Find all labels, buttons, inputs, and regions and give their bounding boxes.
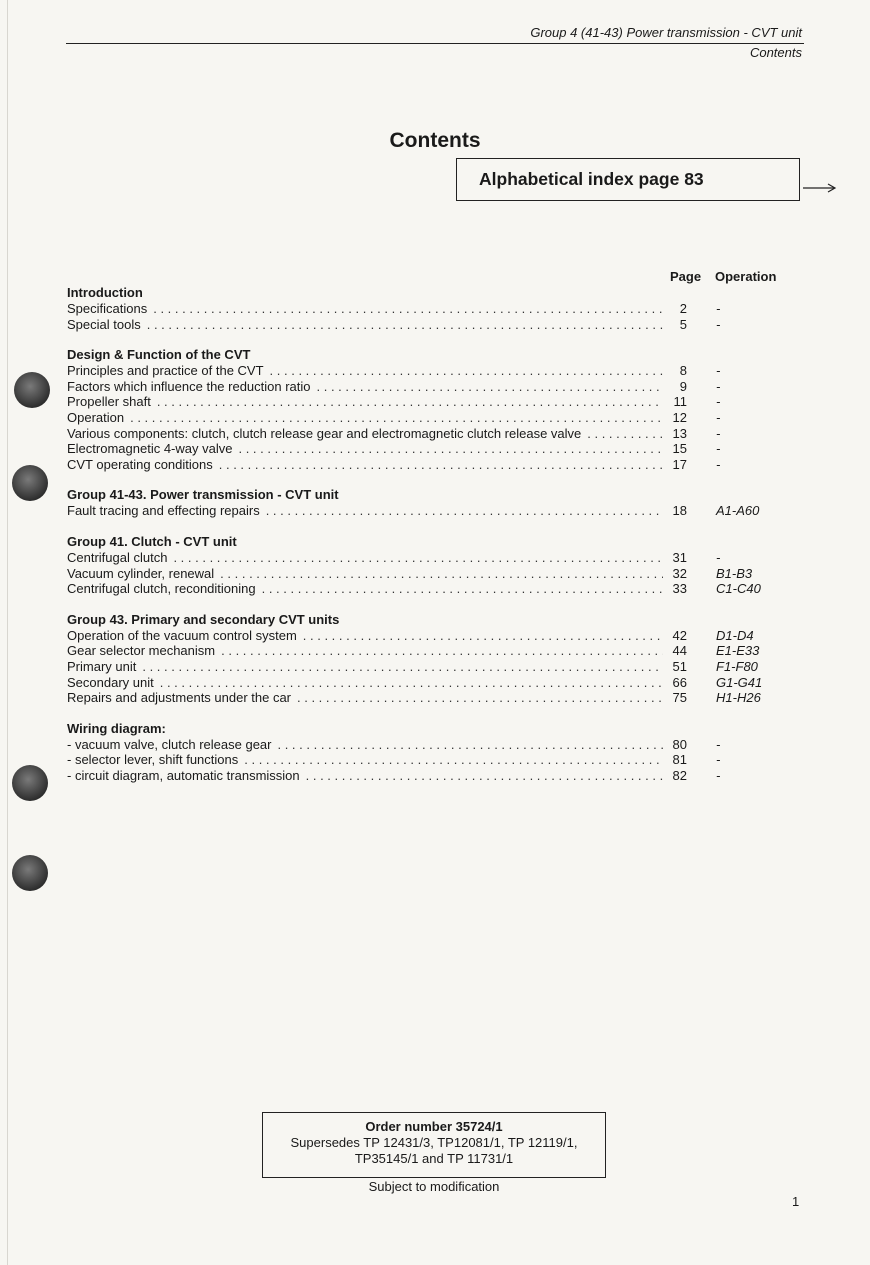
toc-entry-label: - selector lever, shift functions [67, 752, 239, 768]
punch-hole [12, 855, 48, 891]
dot-leader [147, 317, 663, 333]
toc-entry-page: 15 [672, 441, 687, 457]
toc-section [67, 487, 787, 519]
toc-entry-page: 80 [672, 736, 687, 752]
toc-entry-label: Primary unit [67, 658, 137, 674]
toc-entry-operation: - [716, 378, 721, 394]
toc-entry-page: 75 [672, 690, 687, 706]
toc-entry[interactable] [67, 394, 787, 410]
toc-entry-page: 32 [672, 565, 687, 581]
toc-entry[interactable] [67, 628, 787, 644]
dot-leader [303, 628, 663, 644]
dot-leader [317, 379, 663, 395]
supersedes-line-2: TP35145/1 and TP 11731/1 [354, 1151, 514, 1166]
toc-entry-operation: - [716, 752, 721, 768]
toc-entry[interactable] [67, 690, 787, 706]
toc-entry[interactable] [67, 643, 787, 659]
toc-entry-page: 33 [672, 581, 687, 597]
toc-entry-label: - circuit diagram, automatic transmission [67, 767, 300, 783]
toc-entry[interactable] [67, 675, 787, 691]
toc-entry-operation: A1-A60 [716, 503, 760, 519]
arrow-right-icon [803, 181, 837, 195]
toc-entry-page: 81 [672, 752, 687, 768]
toc-entry-label: Secondary unit [67, 674, 154, 690]
toc-entry[interactable] [67, 457, 787, 473]
toc-entry-label: CVT operating conditions [67, 456, 213, 472]
toc-entry-operation: G1-G41 [716, 674, 763, 690]
toc-entry-page: 18 [672, 503, 687, 519]
column-header-page: Page [670, 269, 702, 284]
toc-entry-operation: - [716, 394, 721, 410]
toc-section [67, 612, 787, 706]
dot-leader [306, 768, 663, 784]
subject-to-modification: Subject to modification [368, 1179, 500, 1194]
toc-entry-label: - vacuum valve, clutch release gear [67, 736, 272, 752]
toc-entry-operation: - [716, 316, 721, 332]
toc-entry-operation: - [716, 363, 721, 379]
toc-entry[interactable] [67, 379, 787, 395]
toc-entry-label: Vacuum cylinder, renewal [67, 565, 215, 581]
toc-section [67, 285, 787, 332]
punch-hole [14, 372, 50, 408]
toc-entry-label: Operation [67, 409, 125, 425]
order-number: Order number 35724/1 [365, 1119, 503, 1134]
toc-entry-label: Factors which influence the reduction ratio [67, 378, 311, 394]
toc-entry-page: 13 [672, 425, 687, 441]
toc-entry-label: Centrifugal clutch [67, 549, 168, 565]
toc-entry-label: Various components: clutch, clutch release gear and electromagnetic clutch release valve [67, 425, 582, 441]
toc-entry-label: Operation of the vacuum control system [67, 627, 297, 643]
toc-entry-operation: - [716, 301, 721, 316]
toc-entry-page: 42 [672, 627, 687, 643]
dot-leader [238, 441, 663, 457]
running-subheader: Contents [749, 45, 802, 60]
section-title: Group 43. Primary and secondary CVT units [67, 611, 340, 627]
toc-entry[interactable] [67, 317, 787, 333]
toc-entry[interactable] [67, 768, 787, 784]
section-title: Design & Function of the CVT [67, 347, 251, 363]
toc-entry[interactable] [67, 410, 787, 426]
toc-entry-operation: - [716, 736, 721, 752]
page-number: 1 [792, 1194, 800, 1209]
section-title: Group 41. Clutch - CVT unit [67, 533, 237, 549]
dot-leader [219, 457, 663, 473]
toc-entry[interactable] [67, 737, 787, 753]
dot-leader [244, 752, 663, 768]
toc-entry[interactable] [67, 363, 787, 379]
table-of-contents [67, 285, 787, 798]
toc-entry-operation: D1-D4 [716, 627, 754, 643]
toc-entry-label: Repairs and adjustments under the car [67, 690, 292, 706]
toc-entry[interactable] [67, 581, 787, 597]
toc-section [67, 721, 787, 784]
header-rule [66, 43, 804, 44]
dot-leader [173, 550, 663, 566]
dot-leader [266, 503, 663, 519]
running-header: Group 4 (41-43) Power transmission - CVT unit [530, 25, 802, 40]
dot-leader [157, 394, 663, 410]
toc-entry-operation: F1-F80 [716, 658, 758, 674]
toc-entry[interactable] [67, 426, 787, 442]
punch-hole [12, 465, 48, 501]
toc-entry[interactable] [67, 752, 787, 768]
toc-entry[interactable] [67, 503, 787, 519]
toc-entry-page: 2 [679, 301, 687, 316]
toc-entry-operation: E1-E33 [716, 643, 760, 659]
binder-edge [7, 0, 8, 1265]
toc-entry-operation: C1-C40 [716, 581, 761, 597]
toc-entry-page: 66 [672, 674, 687, 690]
dot-leader [270, 363, 663, 379]
dot-leader [277, 737, 663, 753]
toc-entry-operation: - [716, 409, 721, 425]
toc-entry-operation: - [716, 549, 721, 565]
section-title: Wiring diagram: [67, 720, 166, 736]
toc-entry[interactable] [67, 301, 787, 317]
toc-entry-label: Special tools [67, 316, 141, 332]
toc-entry-page: 17 [672, 456, 687, 472]
toc-entry-operation: - [716, 441, 721, 457]
supersedes-line-1: Supersedes TP 12431/3, TP12081/1, TP 12119/1, [290, 1135, 578, 1150]
punch-hole [12, 765, 48, 801]
toc-entry-label: Centrifugal clutch, reconditioning [67, 581, 256, 597]
alphabetical-index-link[interactable]: Alphabetical index page 83 [456, 158, 800, 201]
dot-leader [220, 566, 663, 582]
toc-entry-page: 11 [673, 394, 687, 410]
toc-entry-operation: B1-B3 [716, 565, 753, 581]
toc-section [67, 534, 787, 597]
toc-entry-page: 8 [679, 363, 687, 379]
toc-entry-operation: - [716, 767, 721, 783]
dot-leader [130, 410, 663, 426]
toc-entry-page: 51 [672, 658, 687, 674]
order-number-box [262, 1112, 606, 1178]
toc-entry-label: Electromagnetic 4-way valve [67, 441, 233, 457]
toc-entry[interactable] [67, 550, 787, 566]
toc-entry-page: 44 [672, 643, 687, 659]
toc-entry[interactable] [67, 659, 787, 675]
toc-entry[interactable] [67, 566, 787, 582]
toc-entry-operation: - [716, 456, 721, 472]
dot-leader [221, 643, 663, 659]
page-title: Contents [389, 129, 481, 152]
dot-leader [153, 301, 663, 317]
toc-entry-page: 82 [672, 767, 687, 783]
column-header-operation: Operation [715, 269, 777, 284]
toc-entry-label: Propeller shaft [67, 394, 151, 410]
toc-entry[interactable] [67, 441, 787, 457]
dot-leader [160, 675, 663, 691]
toc-entry-page: 5 [679, 316, 687, 332]
toc-entry-label: Gear selector mechanism [67, 643, 216, 659]
toc-entry-label: Principles and practice of the CVT [67, 363, 264, 379]
toc-entry-operation: - [716, 425, 721, 441]
toc-section [67, 347, 787, 472]
toc-entry-page: 9 [679, 378, 687, 394]
toc-entry-label: Specifications [67, 301, 148, 316]
toc-entry-operation: H1-H26 [716, 690, 761, 706]
section-title: Group 41-43. Power transmission - CVT unit [67, 487, 339, 503]
toc-entry-page: 31 [672, 549, 687, 565]
dot-leader [297, 690, 663, 706]
dot-leader [142, 659, 663, 675]
dot-leader [587, 426, 663, 442]
dot-leader [262, 581, 663, 597]
toc-entry-page: 12 [672, 409, 687, 425]
section-title: Introduction [67, 285, 143, 300]
toc-entry-label: Fault tracing and effecting repairs [67, 503, 260, 519]
